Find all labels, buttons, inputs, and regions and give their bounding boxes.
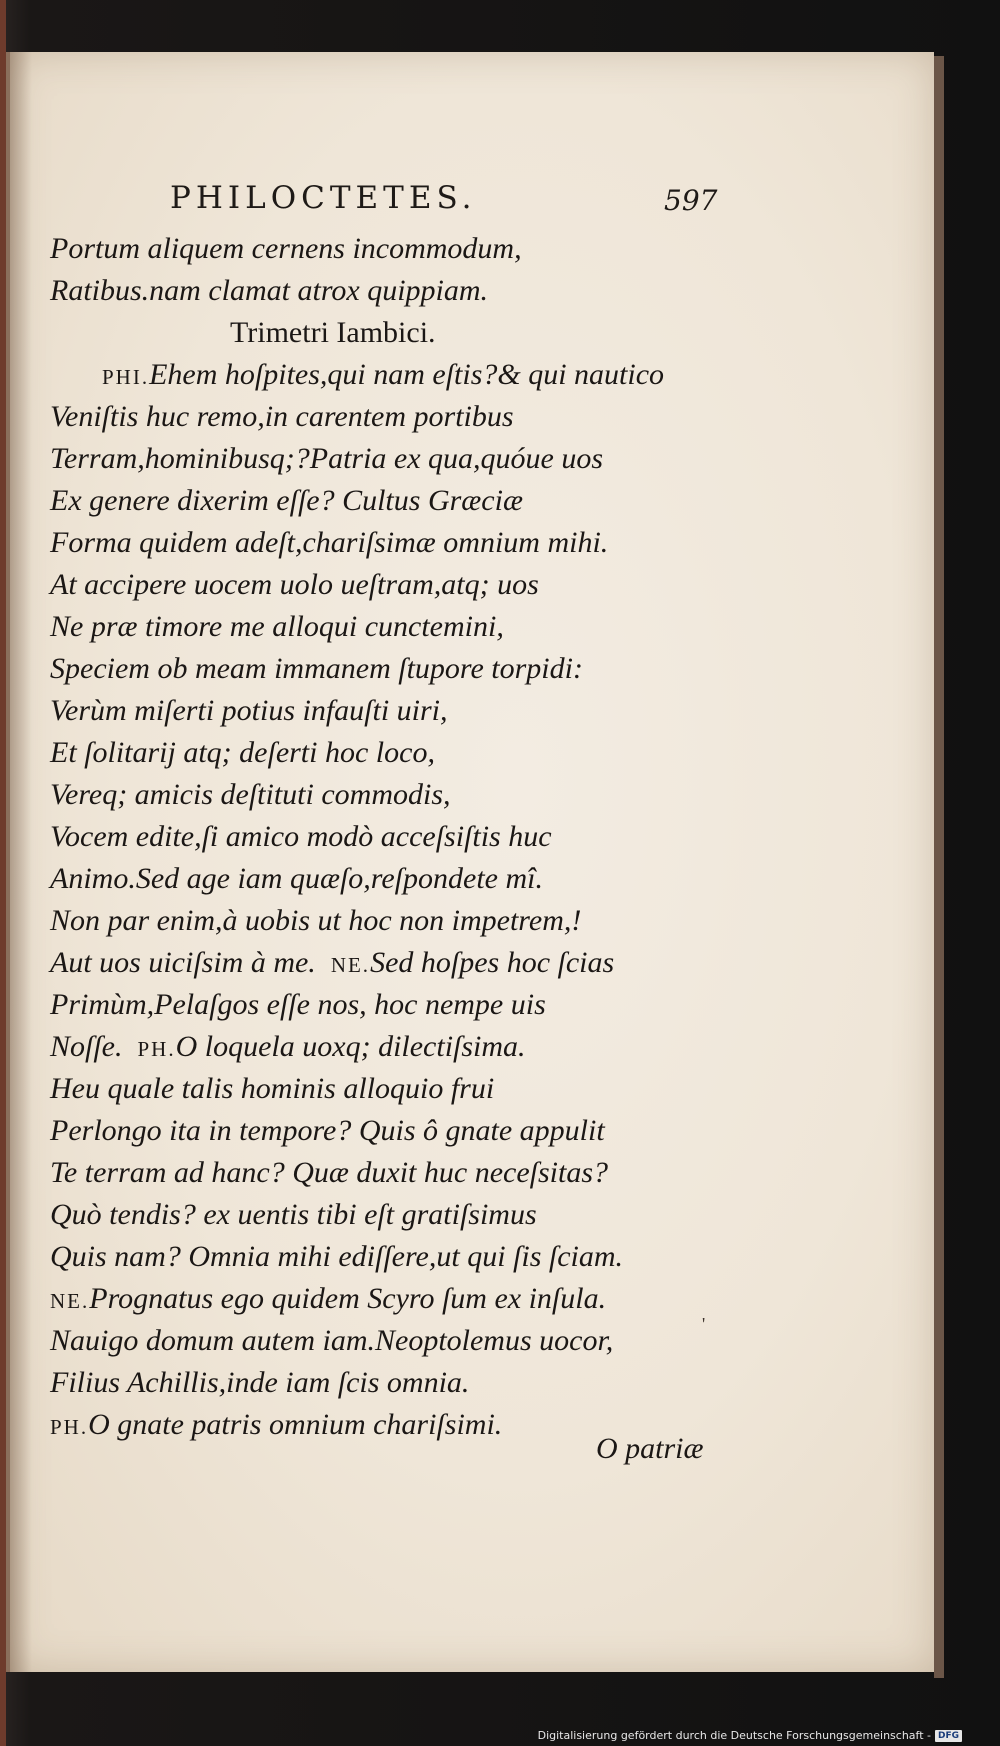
- credit-text: Digitalisierung gefördert durch die Deutsche Forschungsgemeinschaft -: [537, 1729, 931, 1742]
- exchange-line: [50, 942, 750, 984]
- speaker-label: PH.: [50, 1415, 89, 1439]
- speech-text: O gnate patris omnium chariſsimi.: [88, 1408, 503, 1441]
- verse-line: Portum aliquem cernens incommodum,: [50, 232, 522, 265]
- verse-line: Ex genere dixerim eſſe? Cultus Græciæ: [50, 484, 523, 517]
- verse-line: Vereq; amicis deſtituti commodis,: [50, 778, 451, 811]
- stray-ink-mark: ': [702, 1314, 706, 1334]
- verse-line: At accipere uocem uolo ueſtram,atq; uos: [50, 568, 539, 601]
- speech-text: Sed hoſpes hoc ſcias: [370, 946, 615, 979]
- dfg-logo: DFG: [935, 1730, 962, 1742]
- speaker-label: PH.: [137, 1037, 176, 1061]
- verse-line: Animo.Sed age iam quæſo,reſpondete mî.: [50, 862, 543, 895]
- book-page: [6, 52, 934, 1672]
- verse-line: Veniſtis huc remo,in carentem portibus: [50, 400, 514, 433]
- verse-line: Perlongo ita in tempore? Quis ô gnate appulit: [50, 1114, 605, 1147]
- verse-line: Terram,hominibusq;?Patria ex qua,quóue uos: [50, 442, 604, 475]
- verse-line: Nauigo domum autem iam.Neoptolemus uocor,: [50, 1324, 614, 1357]
- speech-line-phi: [50, 354, 750, 396]
- speech-line-ne: [50, 1278, 750, 1320]
- speech-text: Ehem hoſpites,qui nam eſtis?& qui nautico: [149, 358, 665, 391]
- verse-line: Speciem ob meam immanem ſtupore torpidi:: [50, 652, 583, 685]
- speaker-label: NE.: [330, 953, 371, 977]
- verse-line: Quis nam? Omnia mihi ediſſere,ut qui ſis ſciam.: [50, 1240, 624, 1273]
- catchword: O patriæ: [596, 1432, 704, 1465]
- verse-text-block: [50, 228, 750, 1446]
- verse-line: Quò tendis? ex uentis tibi eſt gratiſsimus: [50, 1198, 537, 1231]
- section-heading: Trimetri Iambici.: [230, 316, 436, 349]
- verse-line: Non par enim,à uobis ut hoc non impetrem,!: [50, 904, 582, 937]
- verse-line: Ratibus.nam clamat atrox quippiam.: [50, 274, 489, 307]
- speech-text: Prognatus ego quidem Scyro ſum ex inſula.: [89, 1282, 607, 1315]
- verse-line: Heu quale talis hominis alloquio frui: [50, 1072, 495, 1105]
- speech-text: Aut uos uiciſsim à me.: [50, 946, 316, 979]
- speaker-label: NE.: [50, 1289, 90, 1313]
- verse-line: Te terram ad hanc? Quæ duxit huc neceſsitas?: [50, 1156, 609, 1189]
- speech-text: O loquela uoxq; dilectiſsima.: [175, 1030, 526, 1063]
- verse-line: Primùm,Pelaſgos eſſe nos, hoc nempe uis: [50, 988, 546, 1021]
- verse-line: Verùm miſerti potius infauſti uiri,: [50, 694, 448, 727]
- verse-line: Et ſolitarij atq; deſerti hoc loco,: [50, 736, 435, 769]
- running-head: PHILOCTETES.: [170, 180, 477, 216]
- verse-line: Ne præ timore me alloqui cunctemini,: [50, 610, 504, 643]
- speech-text: Noſſe.: [50, 1030, 123, 1063]
- digitization-credit: [538, 1729, 962, 1742]
- page-number: 597: [664, 184, 718, 217]
- verse-line: Forma quidem adeſt,chariſsimæ omnium mihi.: [50, 526, 609, 559]
- verse-line: Filius Achillis,inde iam ſcis omnia.: [50, 1366, 470, 1399]
- verse-line: Vocem edite,ſi amico modò acceſsiſtis huc: [50, 820, 552, 853]
- exchange-line: [50, 1026, 750, 1068]
- speaker-label: PHI.: [102, 365, 150, 389]
